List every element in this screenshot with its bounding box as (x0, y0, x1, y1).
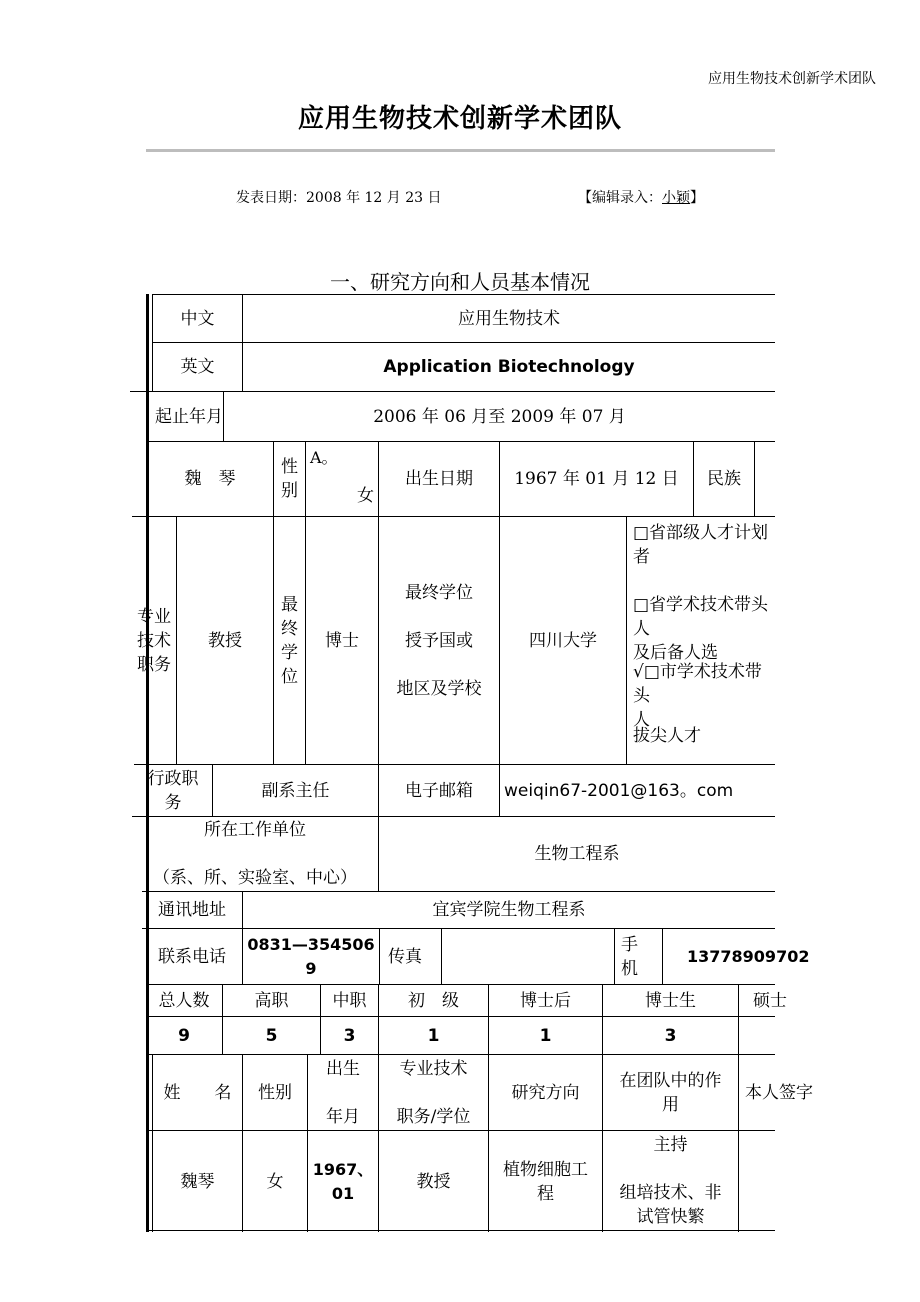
member-direction: 植物细胞工 程 (488, 1130, 602, 1232)
publish-date: 发表日期：2008 年 12 月 23 日 (236, 190, 442, 206)
talent-item-4: 拔尖人才 (633, 726, 701, 746)
stat-header: 中职 (320, 984, 378, 1016)
editor-info (578, 187, 704, 207)
stat-value: 3 (602, 1016, 738, 1054)
admin-label: 行政职 务 (134, 764, 212, 816)
school-value: 四川大学 (499, 516, 626, 764)
member-signature (738, 1130, 775, 1232)
editor-label: 【编辑录入： (578, 190, 662, 206)
member-col-header: 姓 名 (152, 1054, 242, 1130)
ethnic-value (754, 441, 775, 516)
member-title: 教授 (378, 1130, 488, 1232)
stat-value: 9 (146, 1016, 222, 1054)
mobile-value: 13778909702 (662, 928, 775, 984)
member-name: 魏琴 (152, 1130, 242, 1232)
title-value: 教授 (176, 516, 273, 764)
fax-value (441, 928, 614, 984)
fax-label: 传真 (379, 928, 441, 984)
gender-label: 性 别 (273, 441, 305, 516)
member-role: 主持 组培技术、非 试管快繁 (602, 1130, 738, 1232)
stat-header: 初 级 (378, 984, 488, 1016)
leader-name: 魏 琴 (146, 441, 273, 516)
en-label: 英文 (152, 342, 242, 391)
member-gender: 女 (242, 1130, 307, 1232)
stat-value: 1 (488, 1016, 602, 1054)
member-col-header: 本人签字 (738, 1054, 775, 1130)
talent-item-3: √□市学术技术带头 人 (633, 662, 762, 730)
unit-label: 所在工作单位 （系、所、实验室、中心） (132, 816, 378, 891)
phone-label: 联系电话 (142, 928, 242, 984)
member-col-header: 在团队中的作 用 (602, 1054, 738, 1130)
address-value: 宜宾学院生物工程系 (242, 891, 775, 928)
stat-header: 高职 (222, 984, 320, 1016)
birth-label: 出生日期 (378, 441, 499, 516)
stat-value: 1 (378, 1016, 488, 1054)
editor-close: 】 (690, 190, 704, 206)
cn-value: 应用生物技术 (242, 294, 775, 342)
stat-header: 总人数 (146, 984, 222, 1016)
admin-value: 副系主任 (212, 764, 378, 816)
stat-header: 硕士 (738, 984, 775, 1016)
degree-value: 博士 (305, 516, 378, 764)
page-title: 应用生物技术创新学术团队 (297, 104, 622, 134)
stat-header: 博士后 (488, 984, 602, 1016)
talent-list (626, 516, 775, 764)
stat-header: 博士生 (602, 984, 738, 1016)
email-value[interactable]: weiqin67-2001@163。com (499, 764, 775, 816)
ethnic-label: 民族 (693, 441, 754, 516)
talent-item-1: □省部级人才计划 者 (633, 523, 769, 567)
title-label: 专业 技术 职务 (132, 516, 176, 764)
address-label: 通讯地址 (142, 891, 242, 928)
member-col-header: 专业技术 职务/学位 (378, 1054, 488, 1130)
phone-value: 0831—354506 9 (242, 928, 379, 984)
title-divider (146, 149, 775, 152)
stat-value: 5 (222, 1016, 320, 1054)
period-label: 起止年月 (130, 391, 223, 441)
running-header: 应用生物技术创新学术团队 (708, 71, 876, 87)
period-value: 2006 年 06 月至 2009 年 07 月 (223, 391, 775, 441)
member-birth: 1967、 01 (307, 1130, 378, 1232)
editor-link[interactable]: 小颖 (662, 190, 690, 206)
mobile-label: 手 机 (614, 928, 662, 984)
email-label: 电子邮箱 (378, 764, 499, 816)
stat-value: 3 (320, 1016, 378, 1054)
stat-value (738, 1016, 775, 1054)
table-left-border (146, 294, 149, 1232)
en-value: Application Biotechnology (242, 342, 775, 391)
gender-prefix: A。 (310, 448, 338, 467)
birth-value: 1967 年 01 月 12 日 (499, 441, 693, 516)
degree-label: 最 终 学 位 (273, 516, 305, 764)
info-table (137, 294, 813, 1232)
unit-value: 生物工程系 (378, 816, 775, 891)
gender-cell (305, 441, 378, 516)
cn-label: 中文 (152, 294, 242, 342)
school-label: 最终学位 授予国或 地区及学校 (378, 516, 499, 764)
talent-item-2: □省学术技术带头人 及后备人选 (633, 595, 769, 663)
member-col-header: 研究方向 (488, 1054, 602, 1130)
section-title: 一、研究方向和人员基本情况 (330, 270, 590, 294)
table-bottom-border (146, 1230, 775, 1231)
member-col-header: 性别 (242, 1054, 307, 1130)
member-col-header: 出生 年月 (307, 1054, 378, 1130)
gender-value: 女 (357, 486, 374, 506)
